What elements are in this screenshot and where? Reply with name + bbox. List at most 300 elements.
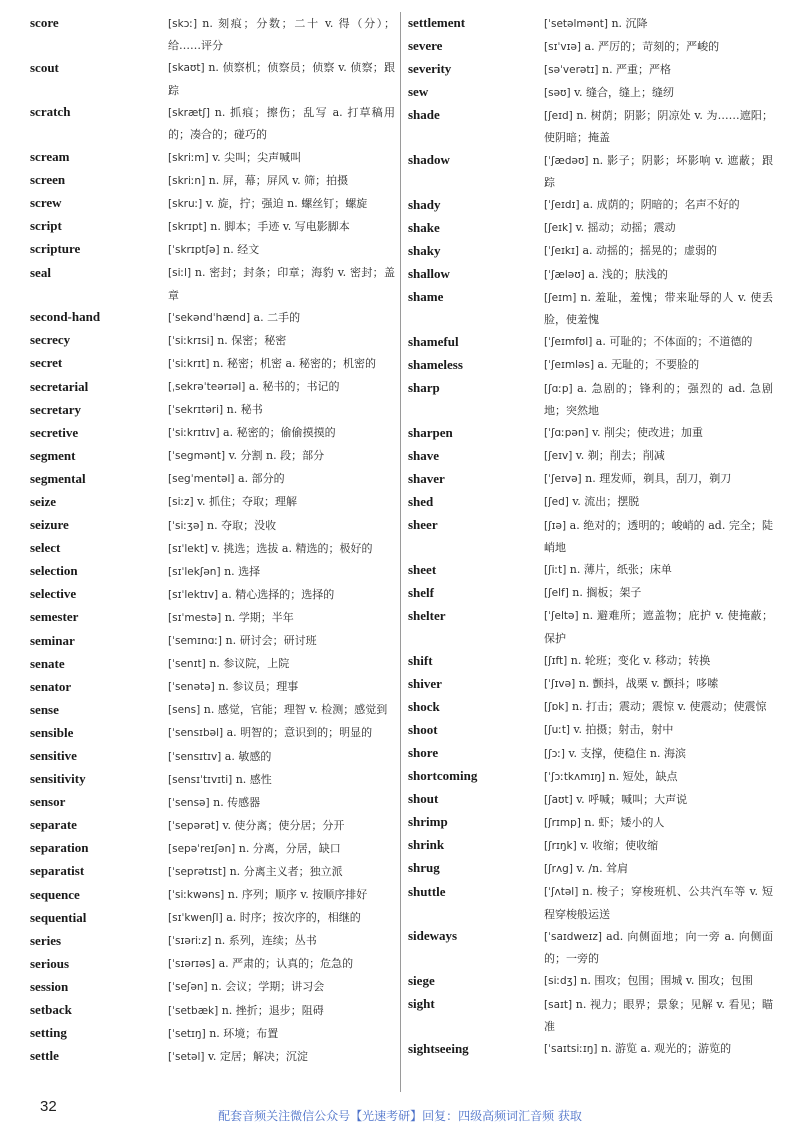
vocab-entry [408, 445, 773, 468]
headword: semester [30, 609, 79, 625]
vocab-entry [408, 673, 773, 696]
vocab-entry [30, 57, 395, 102]
entry-definition [544, 582, 773, 605]
meaning: n. 参议员；理事 [218, 680, 299, 694]
meaning: n. 刻痕；分数；二十 v. 得（分）；给……评分 [168, 16, 395, 53]
entry-definition [168, 860, 395, 883]
phonetic: [ˈʃæləʊ] [544, 268, 585, 281]
entry-definition [544, 468, 773, 491]
meaning: v. 尖叫；尖声喊叫 [212, 150, 302, 164]
meaning: a. 严厉的；苛刻的；严峻的 [584, 39, 720, 53]
headword: seal [30, 264, 51, 280]
entry-definition [544, 354, 773, 377]
entry-definition [544, 35, 773, 58]
meaning: a. 无耻的；不要脸的 [597, 358, 700, 372]
right-column [408, 12, 773, 1061]
headword: sensitive [30, 748, 77, 763]
phonetic: [ˈʃeltə] [544, 610, 579, 623]
headword: series [30, 932, 62, 948]
headword: sew [408, 84, 429, 100]
phonetic: [ˈʃɪvə] [544, 678, 576, 691]
meaning: n. 选择 [224, 564, 261, 578]
phonetic: [ˈsɪərɪəs] [168, 958, 216, 971]
vocab-entry [30, 491, 395, 514]
phonetic: [ʃeɪv] [544, 450, 573, 463]
meaning: n. 游览 a. 观光的；游览的 [600, 1042, 732, 1056]
phonetic: [sɪˈvɪə] [544, 40, 582, 53]
vocab-entry [30, 215, 395, 238]
vocab-entry [30, 101, 395, 146]
vocab-entry [408, 354, 773, 377]
meaning: a. 成荫的；阴暗的；名声不好的 [583, 198, 740, 212]
phonetic: [skruː] [168, 197, 203, 210]
entry-definition [544, 559, 773, 582]
meaning: n. 密封；封条；印章；海豹 v. 密封；盖章 [168, 266, 396, 302]
meaning: n. 脚本；手迹 v. 写电影脚本 [210, 219, 350, 233]
phonetic: [ˈsensɪtɪv] [168, 750, 222, 763]
entry-definition [544, 742, 773, 765]
meaning: a. 秘书的；书记的 [248, 380, 340, 393]
headword: seizure [30, 517, 69, 533]
phonetic: [ˈʃeɪmləs] [544, 359, 595, 372]
entry-definition [544, 58, 773, 81]
headword: severity [408, 61, 452, 77]
vocab-entry [30, 12, 395, 57]
phonetic: [ˈʃeɪmfʊl] [544, 336, 593, 349]
phonetic: [ˈsetbæk] [168, 1004, 219, 1017]
entry-definition [168, 1022, 395, 1045]
headword: segmental [30, 470, 86, 486]
headword: sense [30, 701, 59, 717]
meaning: a. 敏感的 [224, 749, 272, 763]
phonetic: [skriːn] [168, 174, 206, 187]
vocab-entry [408, 719, 773, 742]
phonetic: [ˈsensɪbəl] [168, 727, 224, 740]
vocab-entry [30, 814, 395, 837]
headword: severe [408, 38, 443, 54]
entry-definition [168, 468, 395, 491]
vocab-entry [30, 169, 395, 192]
meaning: n. 经文 [223, 242, 260, 256]
phonetic: [ˈsiːʒə] [168, 519, 204, 532]
phonetic: [ˈsekrɪtəri] [168, 404, 224, 417]
phonetic: [sɪˈlekʃən] [168, 565, 221, 578]
headword: scripture [30, 241, 81, 257]
meaning: n. 虾；矮小的人 [584, 815, 665, 829]
phonetic: [skriːm] [168, 151, 209, 164]
vocab-entry [408, 104, 773, 149]
phonetic: [ˈsaɪdweɪz] [544, 930, 603, 943]
entry-definition [544, 286, 773, 331]
headword: selective [30, 586, 77, 602]
vocab-entry [408, 857, 773, 880]
phonetic: [ˈsiːkrɪt] [168, 357, 210, 370]
headword: shameless [408, 356, 463, 372]
meaning: n. 屏，幕；屏风 v. 筛；拍摄 [208, 173, 349, 187]
phonetic: [ˈsiːkrɪtɪv] [168, 427, 220, 440]
headword: shock [408, 698, 440, 714]
meaning: n. 打击；震动；震惊 v. 使震动；使震惊 [571, 700, 767, 714]
headword: sequence [30, 886, 80, 902]
meaning: v. 削尖；使改进；加重 [592, 426, 703, 440]
headword: shady [408, 196, 441, 212]
meaning: ad. 向侧面地；向一旁 a. 向侧面的；一旁的 [544, 929, 774, 966]
vocab-entry [30, 1045, 395, 1068]
meaning: n. 环境；布置 [209, 1026, 279, 1040]
headword: shake [408, 219, 440, 235]
headword: shaky [408, 242, 441, 258]
phonetic: [skrætʃ] [168, 106, 211, 119]
entry-definition [168, 676, 395, 699]
headword: sequential [30, 909, 87, 925]
entry-definition [544, 970, 773, 993]
entry-definition [168, 12, 395, 57]
entry-definition [168, 606, 395, 629]
meaning: v. 抓住；夺取；理解 [197, 495, 298, 509]
entry-definition [544, 194, 773, 217]
entry-definition [544, 696, 773, 719]
headword: sheet [408, 561, 437, 577]
vocab-entry [30, 745, 395, 768]
meaning: n. 理发师，剃具，刮刀，剃刀 [585, 472, 732, 486]
meaning: n. 短处，缺点 [608, 769, 678, 783]
headword: sideways [408, 928, 458, 944]
phonetic: [ˈsenətə] [168, 681, 215, 694]
meaning: n. 序列；顺序 v. 按顺序排好 [227, 888, 368, 902]
meaning: a. 二手的 [253, 310, 301, 324]
meaning: v. 剃；削去；削减 [575, 449, 665, 463]
vocab-entry [408, 468, 773, 491]
entry-definition [168, 953, 395, 976]
headword: sharp [408, 380, 440, 395]
phonetic: [ˈseprətɪst] [168, 865, 227, 878]
headword: shift [408, 652, 433, 668]
vocab-entry [408, 377, 773, 422]
headword: secret [30, 355, 63, 371]
headword: shadow [408, 152, 450, 168]
headword: seminar [30, 632, 75, 648]
meaning: a. 明智的；意识到的；明显的 [226, 726, 373, 740]
vocab-entry [30, 192, 395, 215]
meaning: v. 缝合，缝上；缝纫 [574, 85, 675, 99]
meaning: n. 分离主义者；独立派 [229, 864, 343, 878]
phonetic: [ˈʃʌtəl] [544, 886, 579, 899]
vocab-entry [408, 696, 773, 719]
vocab-entry [30, 606, 395, 629]
entry-definition [168, 238, 395, 261]
headword: shortcoming [408, 768, 478, 784]
headword: screw [30, 195, 62, 211]
vocab-entry [408, 993, 773, 1038]
phonetic: [ʃelf] [544, 587, 569, 600]
vocab-entry [30, 953, 395, 976]
headword: shrug [408, 860, 440, 876]
meaning: n. 秘密；机密 a. 秘密的；机密的 [212, 356, 377, 370]
vocab-entry [408, 1038, 773, 1061]
entry-definition [168, 560, 395, 583]
headword: shuttle [408, 883, 446, 899]
phonetic: [sɪˈkwenʃl] [168, 912, 223, 925]
meaning: v. /n. 耸肩 [576, 861, 629, 875]
vocab-entry [408, 331, 773, 354]
headword: sensor [30, 794, 66, 810]
entry-definition [544, 1038, 773, 1061]
entry-definition [544, 445, 773, 468]
phonetic: [skaʊt] [168, 62, 205, 75]
phonetic: [ʃrʌg] [544, 862, 573, 875]
headword: sensible [30, 724, 74, 740]
headword: scratch [30, 104, 71, 120]
vocab-entry [408, 491, 773, 514]
meaning: n. 严重；严格 [601, 62, 672, 76]
meaning: n. 搁板；架子 [572, 586, 642, 600]
entry-definition [168, 192, 395, 215]
headword: secretary [30, 401, 82, 417]
entry-definition [168, 814, 395, 837]
entry-definition [544, 81, 773, 104]
meaning: n. 研讨会；研讨班 [225, 634, 317, 648]
headword: shave [408, 447, 440, 463]
page-number: 32 [40, 1098, 57, 1115]
phonetic: [ˈsetəlmənt] [544, 17, 608, 30]
meaning: n. 轮班；变化 v. 移动；转换 [570, 654, 711, 668]
meaning: v. 支撑，使稳住 n. 海滨 [568, 746, 687, 760]
entry-definition [544, 217, 773, 240]
vocab-entry [408, 811, 773, 834]
vocab-entry [408, 286, 773, 331]
meaning: v. 定居；解决；沉淀 [208, 1049, 308, 1063]
phonetic: [ʃuːt] [544, 724, 571, 737]
phonetic: [skrɪpt] [168, 220, 207, 233]
vocab-entry [30, 468, 395, 491]
phonetic: [segˈmentəl] [168, 473, 235, 486]
entry-definition [544, 491, 773, 514]
vocab-entry [408, 582, 773, 605]
headword: shaver [408, 470, 445, 486]
headword: shed [408, 493, 434, 509]
meaning: n. 沉降 [611, 16, 648, 30]
headword: sight [408, 996, 435, 1012]
phonetic: [ˈʃeɪvə] [544, 473, 582, 486]
headword: senator [30, 678, 72, 694]
phonetic: [ʃiːt] [544, 564, 567, 577]
entry-definition [168, 262, 395, 307]
meaning: v. 呼喊；喊叫；大声说 [576, 792, 688, 806]
vocab-entry [408, 58, 773, 81]
meaning: n. 避难所；遮盖物；庇护 v. 使掩蔽；保护 [544, 609, 773, 646]
phonetic: [ʃrɪmp] [544, 816, 581, 829]
column-divider [400, 12, 401, 1092]
phonetic: [ʃeɪd] [544, 109, 573, 122]
phonetic: [ˈsiːkrɪsi] [168, 334, 214, 347]
meaning: v. 收缩；使收缩 [580, 838, 659, 852]
vocab-entry [30, 999, 395, 1022]
headword: separation [30, 840, 89, 856]
headword: siege [408, 972, 435, 988]
entry-definition [168, 884, 395, 907]
headword: secretarial [30, 378, 89, 394]
phonetic: [ʃeɪk] [544, 222, 573, 235]
vocab-entry [30, 1022, 395, 1045]
vocab-entry [30, 699, 395, 722]
entry-definition [544, 650, 773, 673]
phonetic: [sensɪˈtɪvɪti] [168, 773, 233, 786]
meaning: n. 感觉，官能；理智 v. 检测；感觉到 [203, 703, 388, 717]
meaning: n. 梭子；穿梭班机、公共汽车等 v. 短程穿梭般运送 [544, 885, 773, 921]
phonetic: [siːdʒ] [544, 975, 577, 988]
vocab-entry [408, 263, 773, 286]
headword: shallow [408, 266, 450, 282]
headword: settle [30, 1048, 59, 1064]
entry-definition [544, 377, 773, 422]
meaning: n. 颤抖，战栗 v. 颤抖；哆嗦 [578, 677, 719, 691]
phonetic: [ˈʃɑːpən] [544, 427, 589, 440]
vocab-entry [30, 860, 395, 883]
vocab-entry [30, 238, 395, 261]
headword: serious [30, 955, 69, 971]
entry-definition [168, 837, 395, 860]
entry-definition [168, 583, 395, 606]
headword: shelf [408, 584, 434, 600]
phonetic: [ʃed] [544, 496, 569, 509]
meaning: a. 精心选择的；选择的 [221, 587, 335, 601]
vocab-entry [30, 514, 395, 537]
phonetic: [səʊ] [544, 86, 571, 99]
meaning: n. 保密；秘密 [217, 333, 287, 347]
entry-definition [544, 331, 773, 354]
meaning: n. 视力；眼界；景象；见解 v. 看见；瞄准 [544, 997, 774, 1034]
vocab-entry [408, 81, 773, 104]
vocab-entry [30, 445, 395, 468]
entry-definition [168, 514, 395, 537]
headword: sensitivity [30, 771, 86, 787]
entry-definition [168, 699, 395, 722]
vocab-entry [30, 399, 395, 422]
headword: secretive [30, 424, 79, 440]
meaning: n. 影子；阴影；坏影响 v. 遮蔽；跟踪 [544, 153, 773, 190]
meaning: a. 严肃的；认真的；危急的 [218, 957, 354, 971]
headword: shiver [408, 675, 442, 691]
vocab-entry [408, 194, 773, 217]
entry-definition [168, 57, 395, 102]
meaning: n. 夺取；没收 [207, 518, 277, 532]
entry-definition [168, 907, 395, 930]
vocab-entry [408, 834, 773, 857]
meaning: n. 系列，连续；丛书 [214, 934, 317, 948]
headword: secrecy [30, 332, 71, 348]
meaning: a. 绝对的；透明的；峻峭的 ad. 完全；陡峭地 [544, 518, 774, 555]
entry-definition [168, 791, 395, 814]
entry-definition [168, 215, 395, 238]
entry-definition [544, 925, 773, 970]
phonetic: [ˌsekrəˈteərɪəl] [168, 381, 246, 393]
headword: separate [30, 817, 77, 833]
vocab-entry [30, 329, 395, 352]
phonetic: [ˈsekəndˈhænd] [168, 311, 251, 324]
vocab-entry [30, 722, 395, 745]
phonetic: [ʃɪə] [544, 519, 567, 532]
vocab-entry [30, 930, 395, 953]
vocab-entry [30, 630, 395, 653]
vocab-entry [30, 837, 395, 860]
entry-definition [544, 765, 773, 788]
vocab-entry [30, 976, 395, 999]
meaning: n. 秘书 [226, 403, 263, 417]
phonetic: [ˈsensə] [168, 796, 210, 809]
phonetic: [ˈsiːkwəns] [168, 889, 225, 902]
vocab-entry [30, 262, 395, 307]
phonetic: [sens] [168, 704, 201, 717]
meaning: a. 时序；按次序的，相继的 [226, 911, 361, 925]
meaning: n. 挫折；退步；阻碍 [221, 1003, 324, 1017]
meaning: n. 分离，分居，缺口 [238, 841, 341, 855]
entry-definition [544, 673, 773, 696]
entry-definition [168, 653, 395, 676]
vocab-entry [30, 884, 395, 907]
phonetic: [skɔː] [168, 17, 198, 30]
vocab-entry [30, 352, 395, 375]
vocab-entry [408, 765, 773, 788]
entry-definition [168, 445, 395, 468]
phonetic: [ʃɔː] [544, 747, 566, 760]
entry-definition [168, 146, 395, 169]
vocab-entry [408, 650, 773, 673]
vocab-entry [408, 514, 773, 559]
vocab-entry [408, 217, 773, 240]
entry-definition [544, 881, 773, 926]
phonetic: [ˈsetɪŋ] [168, 1027, 206, 1040]
headword: segment [30, 447, 76, 463]
vocab-entry [30, 791, 395, 814]
vocab-entry [408, 881, 773, 926]
phonetic: [ˈsepərət] [168, 819, 220, 832]
headword: select [30, 540, 61, 556]
meaning: n. 学期；半年 [224, 610, 294, 624]
entry-definition [544, 12, 773, 35]
entry-definition [168, 169, 395, 192]
headword: senate [30, 655, 65, 671]
entry-definition [544, 857, 773, 880]
headword: shore [408, 745, 439, 760]
vocab-entry [30, 146, 395, 169]
vocab-entry [30, 376, 395, 399]
entry-definition [168, 101, 395, 146]
headword: seize [30, 493, 56, 509]
vocab-entry [408, 240, 773, 263]
meaning: n. 感性 [235, 772, 272, 786]
entry-definition [544, 514, 773, 559]
phonetic: [siːz] [168, 496, 194, 509]
phonetic: [ʃrɪŋk] [544, 839, 577, 852]
vocab-entry [30, 560, 395, 583]
entry-definition [544, 834, 773, 857]
vocab-entry [30, 537, 395, 560]
meaning: v. 拍摄；射击，射中 [573, 723, 674, 737]
phonetic: [ʃeɪm] [544, 291, 577, 304]
vocab-entry [408, 788, 773, 811]
vocab-entry [30, 768, 395, 791]
headword: separatist [30, 863, 85, 879]
headword: scout [30, 59, 59, 75]
phonetic: [ˈsenɪt] [168, 658, 206, 671]
headword: shelter [408, 607, 446, 623]
entry-definition [168, 537, 395, 560]
vocab-entry [30, 306, 395, 329]
headword: second-hand [30, 309, 101, 325]
headword: shoot [408, 721, 438, 737]
headword: shade [408, 107, 440, 123]
meaning: n. 抓痕；擦伤；乱写 a. 打草稿用的；凑合的；碰巧的 [168, 105, 396, 142]
